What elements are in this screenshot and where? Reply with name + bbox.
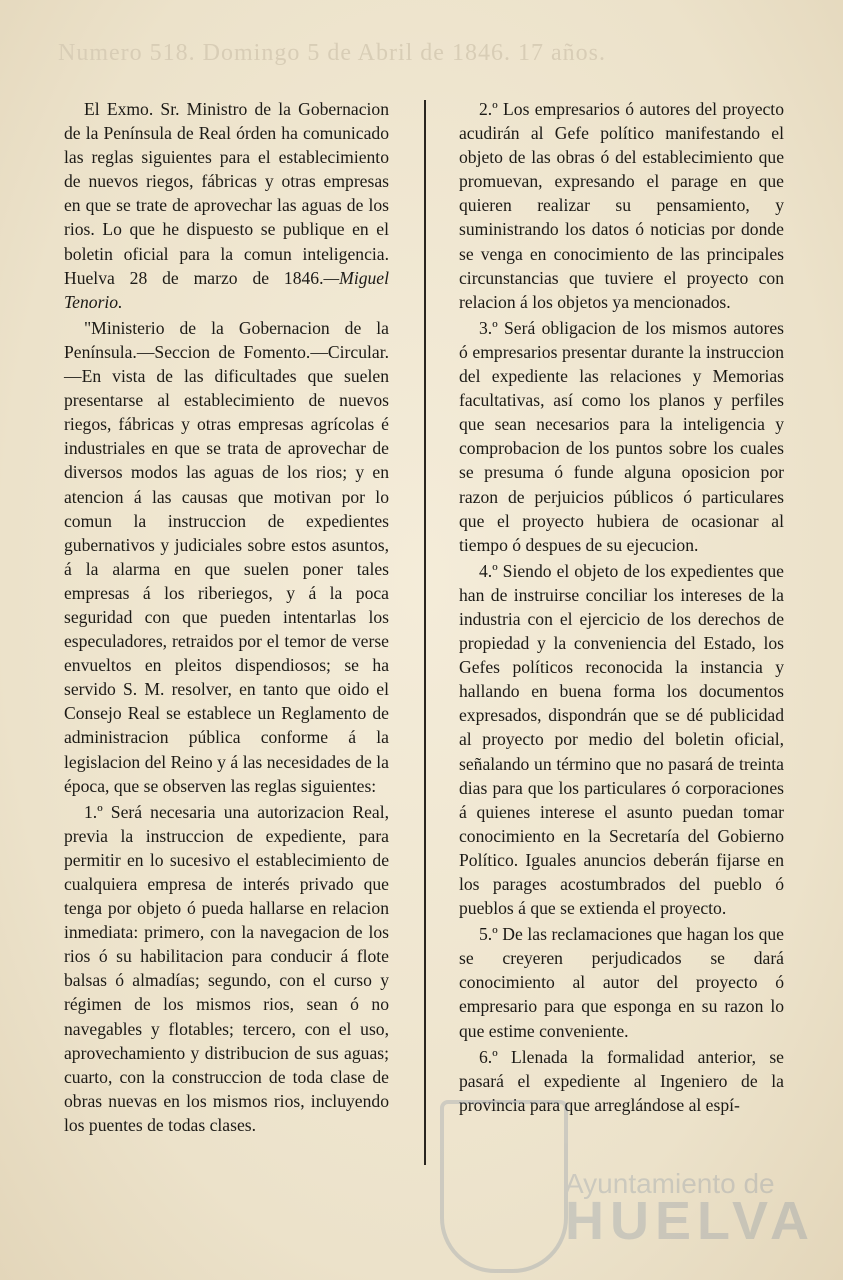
rule-1: 1.º Será necesaria una autorizacion Real, previa la instruccion de expediente, para permitir en lo sucesivo el establecimiento de cualquiera empresa de interés privado que tenga por objeto ó pueda hallarse en relacion inmediata: primero, con la navegacion de los rios ó su habilitacion para conducir á flote balsas ó almadías; segundo, con el curso y régimen de los mismos rios, sean ó no navegables y flotables; tercero, con el uso, aprovechamiento y distribucion de sus aguas; cuarto, con la construccion de toda clase de obras nuevas en los mismos rios, incluyendo los puentes de todas clases. bbox=[64, 801, 389, 1135]
right-column bbox=[459, 97, 784, 1119]
intro-text: El Exmo. Sr. Ministro de la Gobernacion de la Península de Real órden ha comunicado las reglas siguientes para el establecimiento de nuevos riegos, fábricas y otras empresas en que se trate de aprovechar las aguas de los rios. Lo que he dispuesto se publique en el boletin oficial para la comun inteligencia. Huelva 28 de marzo de 1846. bbox=[64, 99, 389, 288]
left-column bbox=[64, 97, 389, 1139]
bleed-through-header: Numero 518. Domingo 5 de Abril de 1846. 17 años. bbox=[58, 40, 606, 66]
rule-2: 2.º Los empresarios ó autores del proyecto acudirán al Gefe político manifestando el objeto de las obras ó del establecimiento que promuevan, expresando el parage en que quieren realizar su pensamiento, y suministrando los datos ó noticias por donde se venga en conocimiento de las principales circunstancias que tuviere el proyecto con relacion á los objetos ya mencionados. bbox=[459, 99, 784, 312]
rule-4: 4.º Siendo el objeto de los expedientes que han de instruirse conciliar los intereses de la industria con el ejercicio de los derechos de propiedad y la conveniencia del Estado, los Gefes políticos reconocida la instancia y hallando en buena forma los documentos expresados, dispondrán que se dé publicidad al proyecto por medio del boletin oficial, señalando un término que no pasará de treinta dias para que los particulares ó corporaciones á quienes interese el asunto puedan tomar conocimiento en la Secretaría del Gobierno Político. Iguales anuncios deberán fijarse en los parages acostumbrados del pueblo ó pueblos á que se extienda el proyecto. bbox=[459, 560, 784, 919]
rule-5: 5.º De las reclamaciones que hagan los que se creyeren perjudicados se dará conocimiento al autor del proyecto ó empresario para que esponga en su razon lo que estime conveniente. bbox=[459, 924, 784, 1041]
watermark-line-1: Ayuntamiento de bbox=[565, 1168, 775, 1199]
watermark-line-2: HUELVA bbox=[565, 1191, 815, 1251]
ministry-circular: "Ministerio de la Gobernacion de la Península.—Seccion de Fomento.—Circular.—En vista de las dificultades que suelen presentarse al establecimiento de nuevos riegos, fábricas y otras empresas agrícolas é industriales en que se trata de aprovechar de diversos modos las aguas de los rios; y en atencion á las causas que motivan por lo comun la instruccion de expedientes gubernativos y judiciales sobre estos asuntos, á la alarma en que suelen poner tales empresas á los riberiegos, y á la poca seguridad con que pueden intentarlas los especuladores, retraidos por el temor de verse envueltos en pleitos dispendiosos; se ha servido S. M. resolver, en tanto que oido el Consejo Real se establece un Reglamento de administracion pública conforme á la legislacion del Reino y á las necesidades de la época, que se observen las reglas siguientes: bbox=[64, 317, 389, 796]
rule-6: 6.º Llenada la formalidad anterior, se pasará el expediente al Ingeniero de la provincia para que arreglándose al espí- bbox=[459, 1046, 784, 1115]
rule-3: 3.º Será obligacion de los mismos autores ó empresarios presentar durante la instruccion del expediente las relaciones y Memorias facultativas, así como los planos y perfiles que sean necesarios para la inteligencia y comprobacion de los puntos sobre los cuales se presuma ó funde alguna oposicion por razon de perjuicios públicos ó particulares que el proyecto hubiera de ocasionar al tiempo ó despues de su ejecucion. bbox=[459, 317, 784, 555]
archive-watermark bbox=[440, 1090, 815, 1270]
intro-paragraph bbox=[64, 97, 389, 314]
signature: —Miguel Tenorio. bbox=[64, 267, 389, 312]
coat-of-arms-icon bbox=[440, 1100, 568, 1273]
column-divider bbox=[424, 100, 426, 1165]
